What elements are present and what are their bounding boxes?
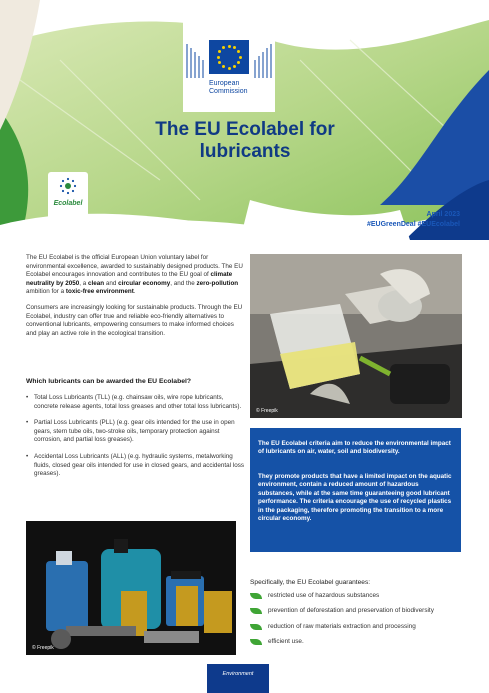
- intro-text-segment: and: [104, 279, 119, 287]
- ec-org-name: European Commission: [209, 80, 248, 95]
- photo-credit: © Freepik: [256, 408, 278, 414]
- eu-flag-icon: [209, 40, 249, 74]
- list-item: [250, 638, 462, 646]
- oil-photo-illustration: [250, 254, 462, 418]
- list-item: • Accidental Loss Lubricants (ALL) (e.g. hydraulic systems, metalworking fluids, closed gear oils intended for use in closed gears, and accidental loss greases).: [26, 453, 246, 479]
- eu-star-icon: [237, 50, 240, 53]
- leaf-bullet-icon: [250, 639, 262, 645]
- list-item: • Partial Loss Lubricants (PLL) (e.g. gear oils intended for the use in open gears, stern tube oils, two-stroke oils, temporary protection against corrosion, and partial loss greases).: [26, 419, 246, 445]
- photo-credit: © Freepik: [32, 645, 54, 651]
- guarantee-text: efficient use.: [268, 638, 304, 646]
- intro-highlight: toxic-free environment: [65, 288, 134, 296]
- intro-highlight: climate neutrality by 2050: [26, 271, 233, 287]
- photo-pouring-oil: [250, 254, 462, 418]
- list-item: [250, 623, 462, 631]
- lubricant-types-list: [26, 394, 246, 487]
- leaf-bullet-icon: [250, 593, 262, 599]
- eu-star-icon: [222, 65, 225, 68]
- ec-building-left-icon: [185, 44, 207, 78]
- guarantees-list: [250, 592, 462, 654]
- footer-tab: [207, 664, 269, 693]
- list-item: [250, 592, 462, 600]
- intro-text-segment: The EU Ecolabel is the official European Union voluntary label for environmental excellence, awarded to sustainably designed products. The EU Ecolabel encourages innovation and contributes to the EU goal of: [26, 254, 243, 279]
- eu-star-icon: [228, 67, 231, 70]
- eu-star-icon: [237, 61, 240, 64]
- leaf-bullet-icon: [250, 624, 262, 630]
- guarantee-text: restricted use of hazardous substances: [268, 592, 380, 599]
- intro-text-segment: ambition for a: [26, 288, 66, 296]
- eu-star-icon: [233, 65, 236, 68]
- hashtags: #EUGreenDeal #EUEcolabel: [367, 221, 460, 228]
- leaf-bullet-icon: [250, 608, 262, 614]
- eu-star-icon: [218, 61, 221, 64]
- criteria-paragraph-1: The EU Ecolabel criteria aim to reduce the environmental impact of lubricants on air, water, soil and biodiversity.: [258, 440, 451, 456]
- section-heading: Which lubricants can be awarded the EU Ecolabel?: [26, 378, 192, 385]
- intro-paragraph-1: [26, 254, 244, 297]
- intro-text-segment: , a: [79, 279, 88, 287]
- intro-highlight: zero-pollution: [196, 279, 239, 287]
- list-item: • Total Loss Lubricants (TLL) (e.g. chainsaw oils, wire rope lubricants, concrete release agents, total loss greases and other total loss lubricants).: [26, 394, 246, 411]
- eu-star-icon: [217, 56, 220, 59]
- ecolabel-wordmark: Ecolabel: [53, 200, 83, 207]
- list-item: [250, 607, 462, 615]
- ecolabel-flower-icon: [59, 177, 77, 195]
- criteria-paragraph-2: They promote products that have a limited impact on the aquatic environment, contain a reduced amount of hazardous substances, while at the same time guaranteeing good lubricant performance. The criteria encourage the use of recycled plastics in the packaging, therefore promoting the transition to a more circular economy.: [258, 473, 452, 523]
- guarantees-intro: Specifically, the EU Ecolabel guarantees:: [250, 579, 371, 586]
- intro-text-segment: , and the: [170, 279, 197, 287]
- eu-star-icon: [218, 50, 221, 53]
- eu-star-icon: [228, 45, 231, 48]
- european-commission-logo: [183, 0, 275, 112]
- footer-label: Environment: [222, 671, 254, 677]
- intro-highlight: clean: [87, 279, 105, 287]
- products-photo-illustration: [26, 521, 236, 655]
- eu-star-icon: [239, 56, 242, 59]
- ec-building-right-icon: [251, 44, 273, 78]
- eu-star-icon: [222, 46, 225, 49]
- eu-star-icon: [233, 46, 236, 49]
- publication-date: April 2023: [426, 211, 460, 218]
- intro-highlight: circular economy: [118, 279, 171, 287]
- criteria-box: [250, 428, 461, 552]
- intro-text: [26, 254, 244, 345]
- eu-ecolabel-logo: [48, 172, 88, 222]
- intro-text-segment: .: [133, 288, 136, 296]
- guarantee-text: prevention of deforestation and preservation of biodiversity: [268, 607, 434, 615]
- photo-lubricant-products: [26, 521, 236, 655]
- intro-paragraph-2: Consumers are increasingly looking for sustainable products. Through the EU Ecolabel, industry can offer true and reliable eco-friendly alternatives to conventional lubricants, empowering consumers to make informed choices and play an active role in the ecological transition.: [26, 303, 243, 337]
- page-title: The EU Ecolabel for lubricants: [155, 119, 335, 162]
- guarantee-text: reduction of raw materials extraction and processing: [268, 622, 416, 630]
